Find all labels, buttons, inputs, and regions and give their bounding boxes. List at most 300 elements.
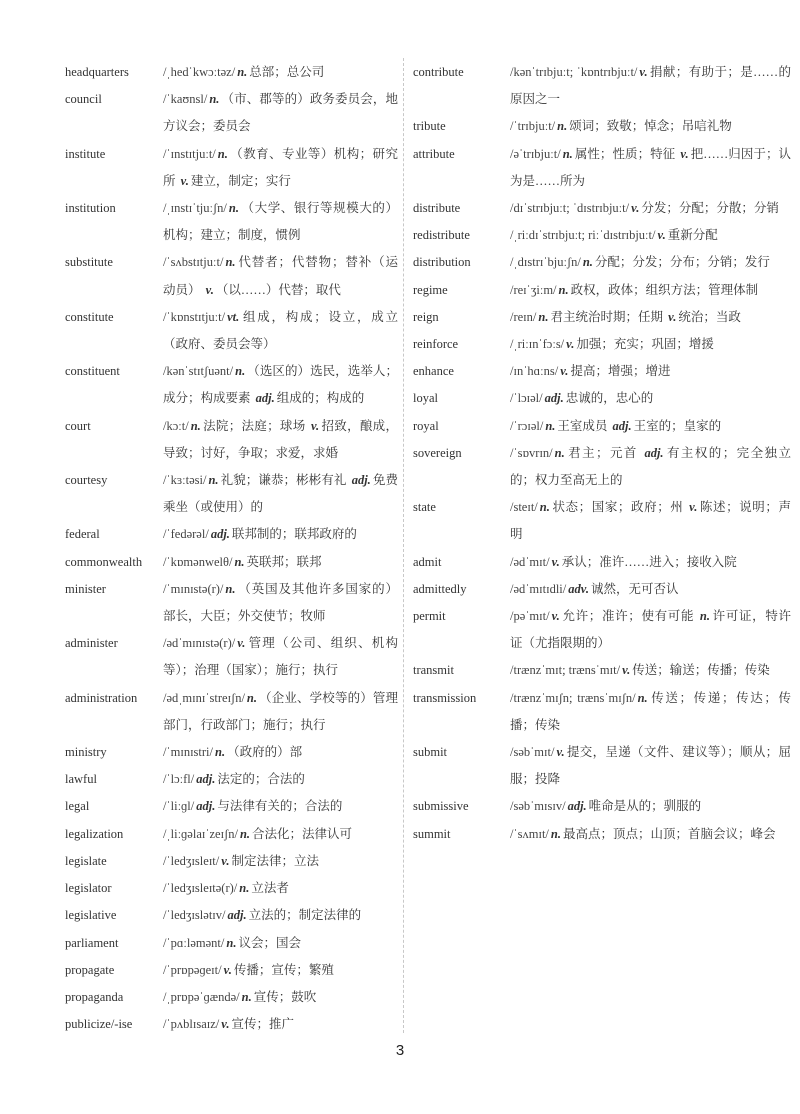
sense-text: 有主权的；完全独立的；权力至高无上的: [510, 445, 791, 488]
headword: courtesy: [65, 473, 108, 488]
vocab-entry: [413, 440, 791, 494]
definition: [510, 685, 791, 739]
sense-text: 陈述；说明；声明: [510, 500, 791, 542]
definition: [163, 467, 398, 521]
definition: [510, 249, 791, 276]
headword: transmit: [413, 663, 454, 678]
vocab-entry: [65, 59, 398, 86]
definition: [510, 739, 791, 793]
sense-text: 把……归因于；认为是……所为: [510, 146, 791, 188]
headword: council: [65, 92, 102, 107]
sense-text: 提交，呈递（文件、建议等）；顺从；屈服；投降: [510, 745, 791, 787]
sense-text: 制定法律；立法: [231, 853, 319, 868]
definition: [510, 385, 791, 412]
pronunciation: /ˈliːɡl/: [163, 799, 195, 814]
definition: [163, 875, 398, 902]
part-of-speech: v.: [221, 853, 230, 868]
headword: tribute: [413, 119, 446, 134]
part-of-speech: v.: [566, 337, 575, 352]
part-of-speech: adj.: [612, 418, 632, 433]
pronunciation: /ˌhedˈkwɔːtəz/: [163, 65, 236, 79]
sense-text: 王室成员: [557, 418, 608, 433]
headword: substitute: [65, 255, 113, 270]
pronunciation: /ˈpʌblɪsaɪz/: [163, 1017, 220, 1032]
pronunciation: /əˈtrɪbjuːt/: [510, 146, 561, 161]
pronunciation: /ədˌmɪnɪˈstreɪʃn/: [163, 690, 245, 705]
pronunciation: /ˈsʌbstɪtjuːt/: [163, 255, 224, 270]
pronunciation: /ˈledʒɪsleɪtə(r)/: [163, 881, 238, 896]
definition: [510, 277, 791, 304]
part-of-speech: v.: [622, 663, 631, 678]
headword: distribute: [413, 201, 461, 216]
definition: [163, 630, 398, 684]
sense-text: 王室的；皇家的: [633, 418, 722, 433]
headword: regime: [413, 282, 448, 297]
definition: [163, 739, 398, 766]
headword: sovereign: [413, 445, 462, 460]
vocab-entry: [65, 521, 398, 548]
part-of-speech: v.: [631, 201, 640, 216]
pronunciation: /ˈlɔɪəl/: [510, 391, 543, 406]
vocab-entry: [413, 358, 791, 385]
part-of-speech: n.: [215, 745, 226, 760]
headword: minister: [65, 581, 106, 596]
headword: institution: [65, 201, 116, 216]
pronunciation: /ədˈmɪnɪstə(r)/: [163, 636, 236, 651]
vocab-entry: [413, 603, 791, 657]
sense-text: （大学、银行等规模大的）机构；建立；制度，惯例: [163, 201, 398, 243]
sense-text: 允许；准许；使有可能: [561, 609, 695, 624]
headword: submit: [413, 745, 448, 760]
vocab-entry: [413, 222, 791, 249]
part-of-speech: v.: [657, 228, 666, 243]
headword: commonwealth: [65, 554, 143, 569]
definition: [510, 821, 791, 848]
pronunciation: /ˌdɪstrɪˈbjuːʃn/: [510, 255, 581, 270]
part-of-speech: v.: [551, 609, 560, 624]
sense-text: 统治；当政: [678, 309, 741, 324]
vocab-entry: [413, 793, 791, 820]
headword: legislative: [65, 908, 117, 923]
headword: legislator: [65, 881, 112, 896]
part-of-speech: n.: [225, 255, 236, 270]
pronunciation: /səbˈmɪt/: [510, 745, 555, 760]
vocab-entry: [65, 413, 398, 467]
definition: [510, 222, 791, 249]
definition: [163, 141, 398, 195]
vocab-entry: [413, 385, 791, 412]
sense-text: 与法律有关的；合法的: [217, 799, 343, 814]
vocab-entry: [413, 277, 791, 304]
headword: redistribute: [413, 228, 470, 243]
headword: legal: [65, 799, 90, 814]
part-of-speech: n.: [246, 690, 257, 705]
sense-text: 君主；元首: [566, 445, 638, 460]
part-of-speech: adj.: [644, 445, 664, 460]
vocab-entry: [65, 576, 398, 630]
pronunciation: /ˈkɜːtəsi/: [163, 473, 207, 488]
sense-text: 宣传；推广: [231, 1017, 294, 1032]
definition: [163, 576, 398, 630]
vocab-entry: [413, 304, 791, 331]
headword: parliament: [65, 935, 119, 950]
sense-text: 免费乘坐（或使用）的: [163, 473, 398, 515]
vocab-entry: [413, 576, 791, 603]
pronunciation: /ˈrɔɪəl/: [510, 418, 544, 433]
definition: [163, 249, 398, 303]
pronunciation: /ədˈmɪt/: [510, 554, 550, 569]
part-of-speech: v.: [180, 173, 189, 188]
headword: attribute: [413, 146, 455, 161]
pronunciation: /reɪˈʒiːm/: [510, 282, 557, 297]
part-of-speech: adj.: [544, 391, 564, 406]
sense-text: 许可证，特许证（尤指限期的）: [510, 609, 791, 651]
pronunciation: /ˌriːdɪˈstrɪbjuːt; riːˈdɪstrɪbjuːt/: [510, 228, 656, 243]
vocab-entry: [413, 59, 791, 113]
sense-text: 总部；总公司: [249, 65, 325, 79]
part-of-speech: n.: [228, 201, 239, 216]
pronunciation: /kənˈstɪtʃuənt/: [163, 364, 234, 379]
pronunciation: /ˈpɑːləmənt/: [163, 935, 225, 950]
vocab-entry: [413, 113, 791, 140]
sense-text: 建立，制定；实行: [190, 173, 291, 188]
headword: state: [413, 500, 436, 515]
part-of-speech: v.: [310, 418, 320, 433]
part-of-speech: v.: [639, 65, 648, 79]
pronunciation: /trænzˈmɪt; trænsˈmɪt/: [510, 663, 621, 678]
headword: royal: [413, 418, 439, 433]
definition: [163, 685, 398, 739]
sense-text: 提高；增强；增进: [570, 364, 671, 379]
sense-text: 君主统治时期；任期: [550, 309, 663, 324]
definition: [163, 413, 398, 467]
definition: [163, 957, 398, 984]
pronunciation: /ədˈmɪtɪdli/: [510, 581, 567, 596]
vocab-entry: [65, 141, 398, 195]
definition: [510, 549, 791, 576]
definition: [163, 549, 398, 576]
sense-text: 重新分配: [667, 228, 718, 243]
definition: [163, 358, 398, 412]
definition: [163, 766, 398, 793]
part-of-speech: adj.: [351, 473, 371, 488]
vocab-entry: [413, 685, 791, 739]
part-of-speech: adj.: [196, 799, 216, 814]
headword: contribute: [413, 65, 464, 79]
part-of-speech: n.: [208, 473, 219, 488]
vocab-entry: [65, 1011, 398, 1038]
headword: reinforce: [413, 337, 459, 352]
pronunciation: /səbˈmɪsɪv/: [510, 799, 566, 814]
vocab-column-right: [413, 59, 791, 848]
definition: [510, 657, 791, 684]
sense-text: （政府的）部: [227, 745, 303, 760]
vocab-entry: [65, 930, 398, 957]
vocab-entry: [65, 739, 398, 766]
page-number: 3: [395, 1042, 405, 1059]
headword: propagate: [65, 962, 115, 977]
pronunciation: /ˌɪnstɪˈtjuːʃn/: [163, 201, 227, 216]
vocab-entry: [413, 141, 791, 195]
sense-text: 联邦制的；联邦政府的: [231, 527, 357, 542]
vocab-entry: [65, 195, 398, 249]
definition: [510, 331, 791, 358]
definition: [163, 86, 398, 140]
sense-text: （企业、学校等的）管理部门，行政部门；施行；执行: [163, 690, 398, 732]
headword: reign: [413, 309, 439, 324]
sense-text: （选区的）选民，选举人；成分；构成要素: [163, 364, 398, 406]
headword: submissive: [413, 799, 469, 814]
definition: [163, 930, 398, 957]
part-of-speech: n.: [226, 935, 237, 950]
vocab-entry: [65, 984, 398, 1011]
definition: [163, 793, 398, 820]
headword: federal: [65, 527, 100, 542]
definition: [510, 576, 791, 603]
headword: legalization: [65, 826, 124, 841]
definition: [510, 603, 791, 657]
vocab-entry: [65, 848, 398, 875]
sense-text: 传送；传递；传达；传播；传染: [510, 690, 791, 732]
sense-text: （英国及其他许多国家的）部长，大臣；外交使节；牧师: [163, 581, 398, 624]
definition: [510, 358, 791, 385]
definition: [163, 521, 398, 548]
part-of-speech: v.: [551, 554, 560, 569]
sense-text: 合法化；法律认可: [252, 826, 353, 841]
definition: [510, 304, 791, 331]
headword: constituent: [65, 364, 120, 379]
sense-text: 政权，政体；组织方法；管理体制: [570, 282, 759, 297]
pronunciation: /ˈsʌmɪt/: [510, 826, 549, 841]
part-of-speech: v.: [221, 1017, 230, 1032]
column-divider: [403, 58, 404, 1033]
headword: enhance: [413, 364, 454, 379]
part-of-speech: adj.: [567, 799, 587, 814]
sense-text: 分发；分配；分散；分销: [641, 201, 779, 216]
pronunciation: /ˈkaʊnsl/: [163, 92, 208, 107]
part-of-speech: n.: [637, 690, 648, 705]
pronunciation: /ˈmɪnɪstri/: [163, 745, 213, 760]
sense-text: 法定的；合法的: [217, 772, 305, 787]
vocab-column-left: [65, 59, 398, 1038]
headword: admittedly: [413, 581, 467, 596]
part-of-speech: n.: [554, 445, 565, 460]
vocab-entry: [413, 549, 791, 576]
vocab-entry: [65, 249, 398, 303]
definition: [163, 984, 398, 1011]
part-of-speech: n.: [562, 146, 573, 161]
sense-text: 颂词；致敬；悼念；吊唁礼物: [569, 119, 732, 134]
part-of-speech: n.: [239, 826, 251, 841]
pronunciation: /pəˈmɪt/: [510, 609, 550, 624]
definition: [510, 793, 791, 820]
vocab-entry: [65, 86, 398, 140]
pronunciation: /dɪˈstrɪbjuːt; ˈdɪstrɪbjuːt/: [510, 201, 630, 216]
part-of-speech: v.: [560, 364, 569, 379]
definition: [510, 59, 791, 113]
vocab-entry: [65, 467, 398, 521]
definition: [510, 494, 791, 548]
sense-text: 最高点；顶点；山顶；首脑会议；峰会: [562, 826, 776, 841]
definition: [510, 113, 791, 140]
part-of-speech: n.: [545, 418, 556, 433]
sense-text: 礼貌；谦恭；彬彬有礼: [220, 473, 347, 488]
sense-text: （以……）代替；取代: [215, 282, 341, 297]
part-of-speech: n.: [538, 309, 549, 324]
vocab-entry: [65, 630, 398, 684]
sense-text: 传播；宣传；繁殖: [233, 962, 334, 977]
pronunciation: /kənˈtrɪbjuːt; ˈkɒntrɪbjuːt/: [510, 65, 638, 79]
pronunciation: /ˈɪnstɪtjuːt/: [163, 146, 216, 161]
part-of-speech: n.: [237, 65, 248, 79]
headword: headquarters: [65, 65, 129, 79]
vocab-entry: [65, 902, 398, 929]
vocab-entry: [65, 957, 398, 984]
definition: [510, 195, 791, 222]
sense-text: 英联邦；联邦: [246, 554, 322, 569]
vocab-entry: [413, 821, 791, 848]
sense-text: （教育、专业等）机构；研究所: [163, 146, 398, 188]
part-of-speech: v.: [668, 309, 677, 324]
vocab-entry: [65, 793, 398, 820]
part-of-speech: n.: [217, 146, 228, 161]
part-of-speech: n.: [234, 554, 245, 569]
pronunciation: /trænzˈmɪʃn; trænsˈmɪʃn/: [510, 690, 636, 705]
vocab-entry: [413, 195, 791, 222]
headword: admit: [413, 554, 442, 569]
sense-text: 立法者: [251, 881, 289, 896]
pronunciation: /ˈmɪnɪstə(r)/: [163, 581, 224, 596]
sense-text: 分配；分发；分布；分销；发行: [594, 255, 770, 270]
pronunciation: /kɔːt/: [163, 418, 189, 433]
part-of-speech: vt.: [227, 309, 240, 324]
part-of-speech: adj.: [227, 908, 247, 923]
part-of-speech: n.: [225, 581, 236, 596]
vocab-entry: [413, 494, 791, 548]
part-of-speech: v.: [680, 146, 689, 161]
part-of-speech: n.: [190, 418, 201, 433]
pronunciation: /ɪnˈhɑːns/: [510, 364, 559, 379]
headword: ministry: [65, 745, 107, 760]
part-of-speech: n.: [558, 282, 569, 297]
part-of-speech: v.: [205, 282, 214, 297]
sense-text: 议会；国会: [238, 935, 301, 950]
definition: [163, 848, 398, 875]
part-of-speech: n.: [539, 500, 550, 515]
definition: [510, 413, 791, 440]
pronunciation: /ˈprɒpəɡeɪt/: [163, 962, 222, 977]
sense-text: 组成，构成；设立，成立（政府、委员会等）: [163, 309, 398, 352]
headword: lawful: [65, 772, 97, 787]
headword: legislate: [65, 853, 107, 868]
definition: [163, 59, 398, 86]
sense-text: 诚然，无可否认: [590, 581, 679, 596]
pronunciation: /ˈtrɪbjuːt/: [510, 119, 556, 134]
pronunciation: /ˈledʒɪslətɪv/: [163, 908, 226, 923]
headword: publicize/-ise: [65, 1017, 133, 1032]
pronunciation: /ˈlɔːfl/: [163, 772, 195, 787]
headword: institute: [65, 146, 106, 161]
sense-text: 唯命是从的；驯服的: [588, 799, 702, 814]
vocab-entry: [413, 249, 791, 276]
definition: [163, 821, 398, 848]
headword: administer: [65, 636, 118, 651]
part-of-speech: v.: [556, 745, 565, 760]
part-of-speech: n.: [235, 364, 246, 379]
vocab-entry: [65, 821, 398, 848]
vocab-entry: [413, 331, 791, 358]
part-of-speech: n.: [557, 119, 568, 134]
vocab-entry: [413, 413, 791, 440]
pronunciation: /reɪn/: [510, 309, 537, 324]
headword: transmission: [413, 690, 477, 705]
vocab-entry: [65, 304, 398, 358]
sense-text: 属性；性质；特征: [574, 146, 676, 161]
definition: [510, 440, 791, 494]
definition: [510, 141, 791, 195]
sense-text: （市、郡等的）政务委员会，地方议会；委员会: [163, 92, 398, 134]
headword: distribution: [413, 255, 471, 270]
headword: loyal: [413, 391, 438, 406]
part-of-speech: v.: [223, 962, 232, 977]
vocab-entry: [65, 358, 398, 412]
headword: administration: [65, 690, 138, 705]
sense-text: 捐献；有助于；是……的原因之一: [510, 65, 791, 107]
vocab-entry: [413, 739, 791, 793]
vocab-entry: [65, 549, 398, 576]
part-of-speech: n.: [699, 609, 710, 624]
part-of-speech: n.: [239, 881, 250, 896]
sense-text: 宣传；鼓吹: [253, 989, 317, 1004]
pronunciation: /ˈfedərəl/: [163, 527, 209, 542]
pronunciation: /ˈkɒnstɪtjuːt/: [163, 309, 226, 324]
pronunciation: /ˌriːɪnˈfɔːs/: [510, 337, 565, 352]
part-of-speech: adj.: [255, 391, 275, 406]
vocab-entry: [413, 657, 791, 684]
part-of-speech: v.: [237, 636, 246, 651]
pronunciation: /ˈkɒmənwelθ/: [163, 554, 233, 569]
pronunciation: /ˈsɒvrɪn/: [510, 445, 553, 460]
headword: summit: [413, 826, 451, 841]
pronunciation: /ˈledʒɪsleɪt/: [163, 853, 220, 868]
part-of-speech: n.: [582, 255, 593, 270]
sense-text: 立法的；制定法律的: [248, 908, 362, 923]
headword: propaganda: [65, 989, 124, 1004]
sense-text: 招致，酿成，导致；讨好，争取；求爱，求婚: [163, 418, 398, 460]
definition: [163, 304, 398, 358]
pronunciation: /ˌprɒpəˈɡændə/: [163, 989, 240, 1004]
sense-text: 代替者；代替物；替补（运动员）: [163, 255, 398, 297]
sense-text: 状态；国家；政府；州: [551, 500, 684, 515]
part-of-speech: adj.: [196, 772, 216, 787]
sense-text: 忠诚的，忠心的: [565, 391, 654, 406]
pronunciation: /ˌliːɡəlaɪˈzeɪʃn/: [163, 826, 238, 841]
sense-text: 法院；法庭；球场: [202, 418, 306, 433]
vocab-entry: [65, 685, 398, 739]
sense-text: 承认；准许……进入；接收入院: [561, 554, 737, 569]
part-of-speech: n.: [209, 92, 220, 107]
part-of-speech: adv.: [568, 581, 589, 596]
definition: [163, 1011, 398, 1038]
sense-text: 管理（公司、组织、机构等）；治理（国家）；施行；执行: [163, 636, 398, 678]
headword: permit: [413, 609, 446, 624]
headword: court: [65, 418, 91, 433]
definition: [163, 902, 398, 929]
part-of-speech: n.: [550, 826, 561, 841]
part-of-speech: v.: [689, 500, 698, 515]
vocab-entry: [65, 875, 398, 902]
part-of-speech: n.: [241, 989, 252, 1004]
